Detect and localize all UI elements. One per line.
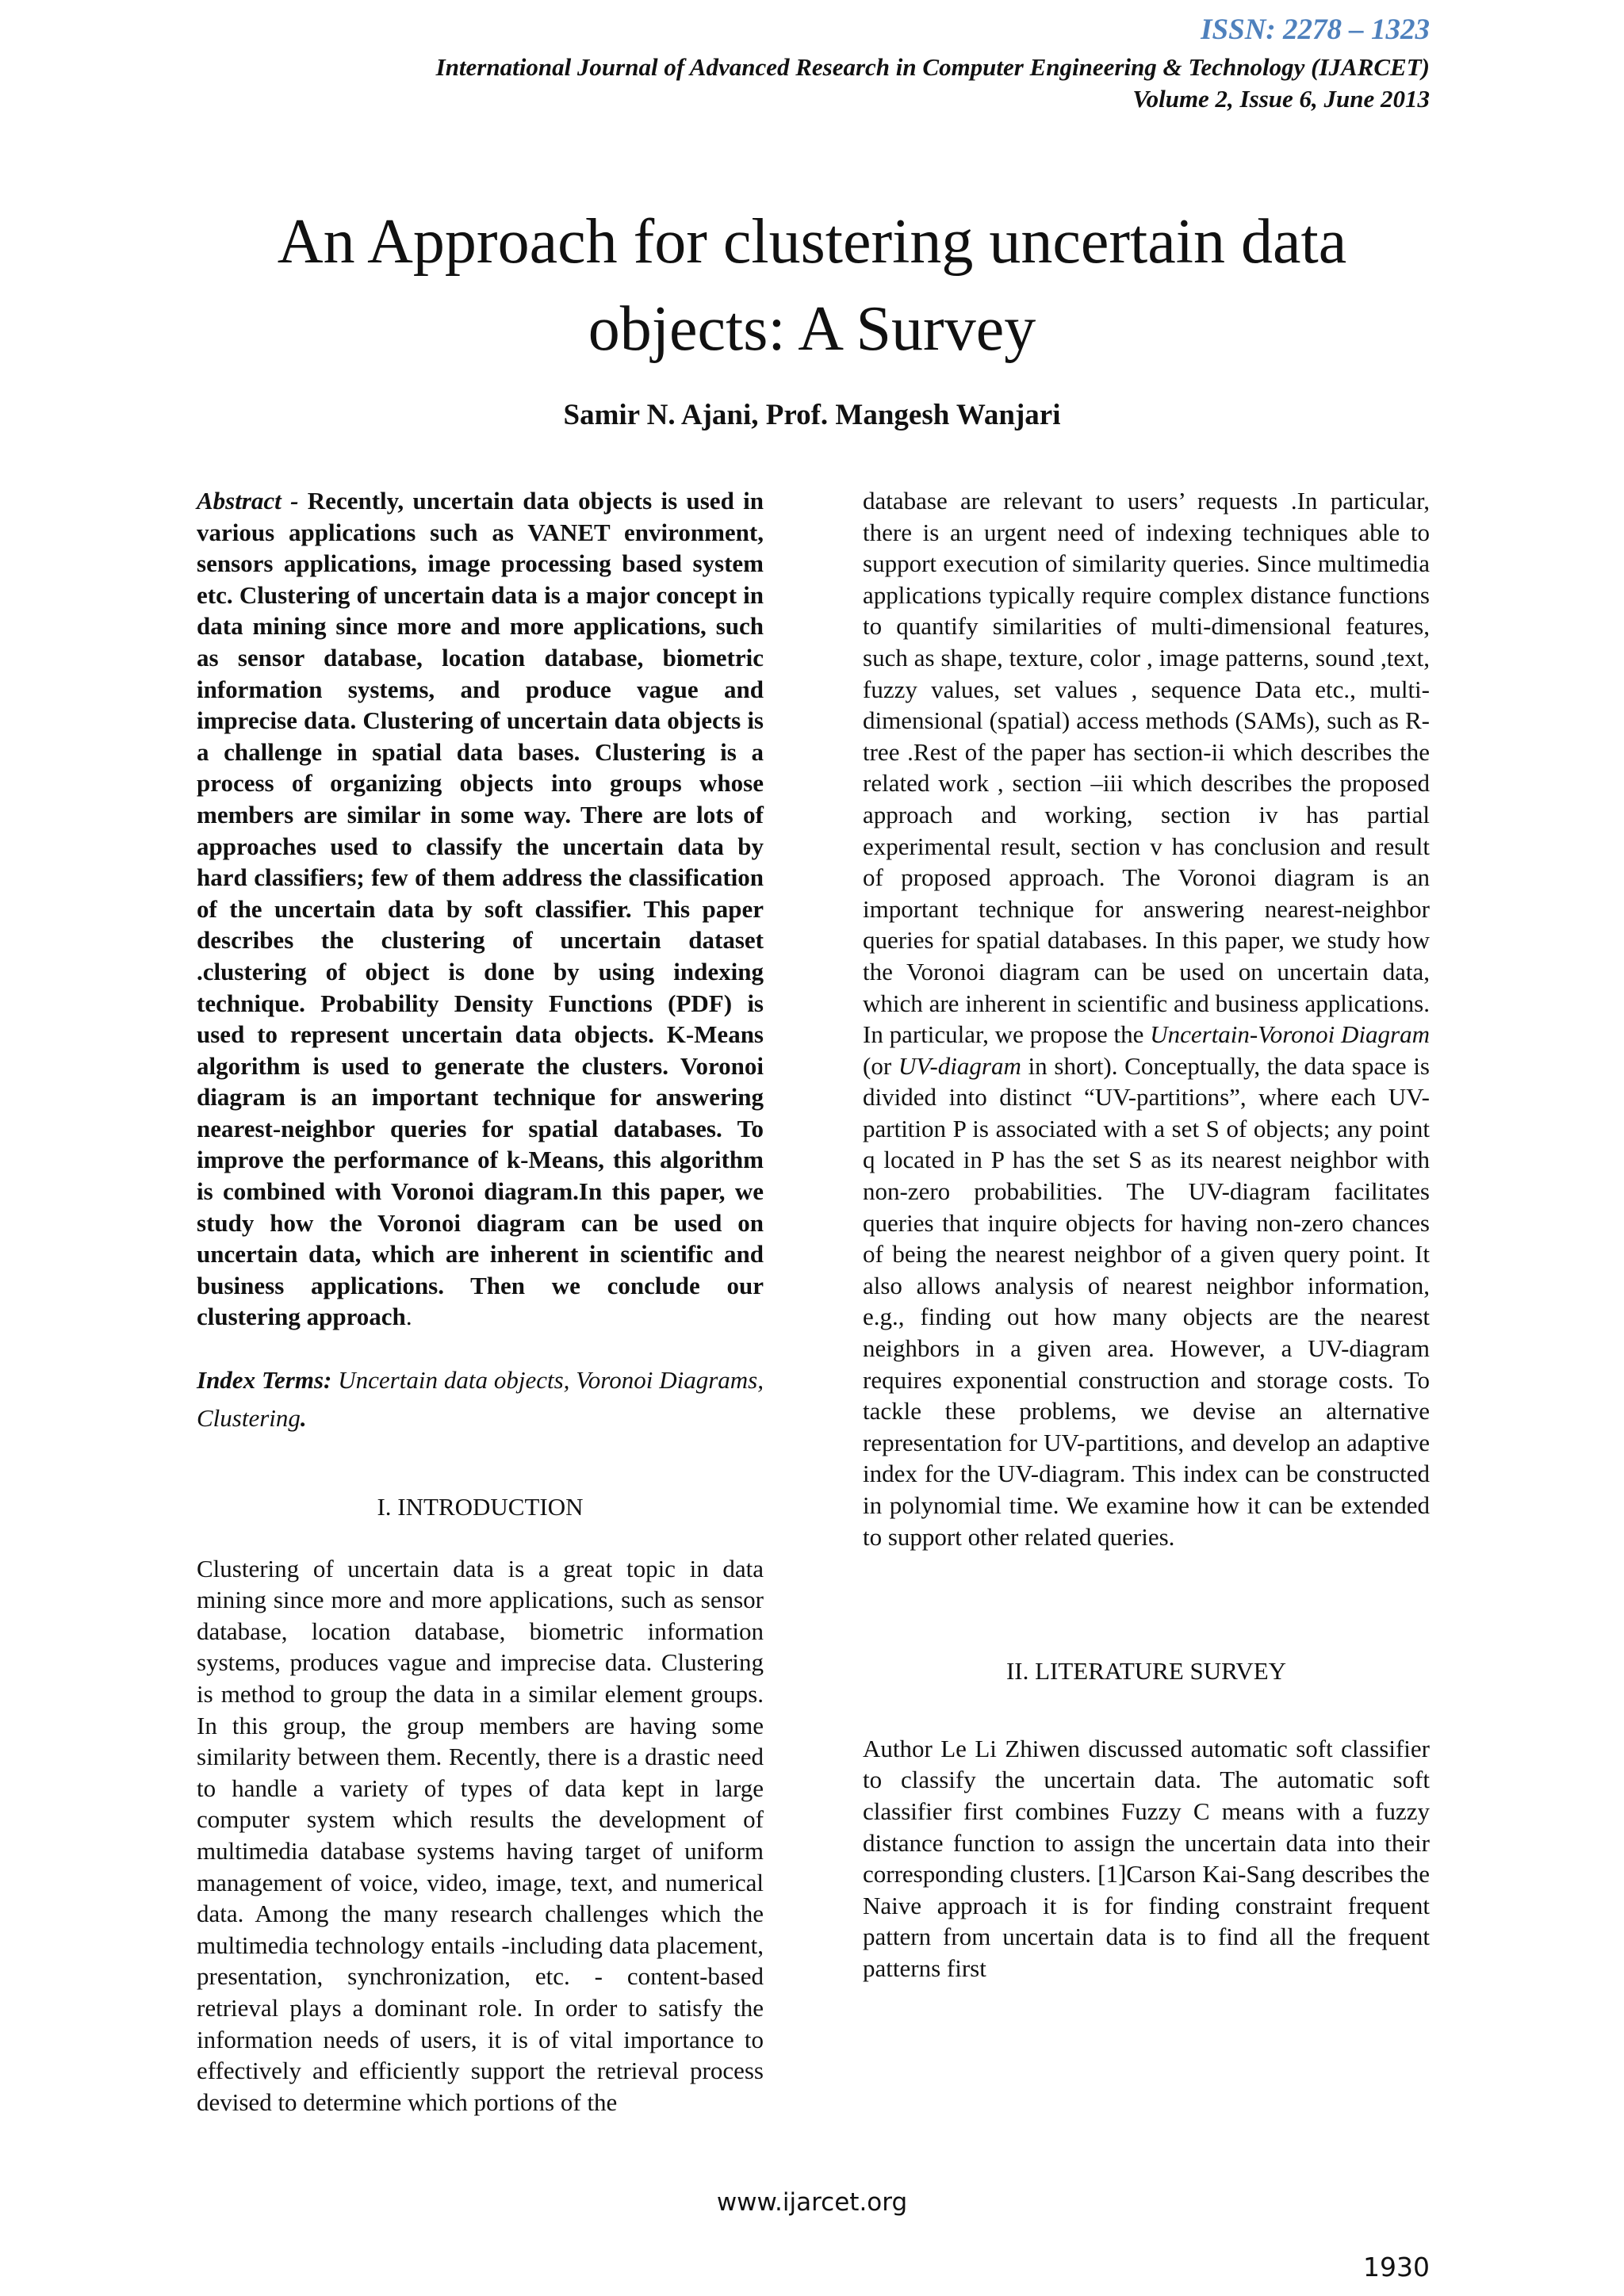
- intro-p2-part-c: in short). Conceptually, the data space is divided into distinct “UV-partitions”, where each UV-partition P is associated with a set S of objects; any point q located in P has the set S as its nearest neighbor with non-zero probabilities. The UV-diagram facilitates queries that inquire objects for having non-zero chances of being the nearest neighbor of a given query point. It also allows analysis of nearest neighbor information, e.g., finding out how many objects are the nearest neighbors in a given area. However, a UV-diagram requires exponential construction and storage costs. To tackle these problems, we devise an alternative representation for UV-partitions, and develop an adaptive index for the UV-diagram. This index can be constructed in polynomial time. We examine how it can be extended to support other related queries.: [863, 1051, 1430, 1551]
- page-number: 1930: [1363, 2252, 1430, 2283]
- left-column: [197, 485, 764, 2118]
- abstract: [197, 485, 764, 1333]
- journal-name: International Journal of Advanced Research in Computer Engineering & Technology (IJARCET): [435, 53, 1430, 81]
- index-terms: [197, 1361, 764, 1437]
- abstract-end: .: [405, 1303, 412, 1331]
- section-heading-introduction: I. INTRODUCTION: [377, 1493, 584, 1521]
- introduction-paragraph-2: [863, 485, 1430, 1552]
- index-terms-text: Uncertain data objects, Voronoi Diagrams, Clustering: [197, 1366, 764, 1433]
- introduction-paragraph-1: Clustering of uncertain data is a great topic in data mining since more and more applications, such as sensor database, location database, biometric information systems, produces vague and imprecise data. Clustering is method to group the data in a similar element groups. In this group, the group members are having some similarity between them. Recently, there is a drastic need to handle a variety of types of data kept in large computer system which results the development of multimedia database systems having target of uniform management of voice, video, image, text, and numerical data. Among the many research challenges which the multimedia technology entails -including data placement, presentation, synchronization, etc. - content-based retrieval plays a dominant role. In order to satisfy the information needs of users, it is of vital importance to effectively and efficiently support the retrieval process devised to determine which portions of the: [197, 1554, 764, 2116]
- literature-paragraph-1: Author Le Li Zhiwen discussed automatic soft classifier to classify the uncertain data. The automatic soft classifier first combines Fuzzy C means with a fuzzy distance function to assign the uncertain data into their corresponding clusters. [1]Carson Kai-Sang describes the Naive approach it is for finding constraint frequent pattern from uncertain data is to find all the frequent patterns first: [863, 1734, 1430, 1982]
- intro-p2-emphasis-2: UV-diagram: [898, 1051, 1021, 1080]
- intro-p2-emphasis-1: Uncertain-Voronoi Diagram: [1150, 1020, 1431, 1049]
- index-terms-label: Index Terms:: [197, 1366, 332, 1395]
- right-column: [863, 485, 1430, 1984]
- issn-label: ISSN: 2278 – 1323: [1201, 13, 1430, 46]
- intro-p2-part-b: (or: [863, 1051, 892, 1080]
- abstract-label: Abstract -: [197, 487, 299, 515]
- abstract-text: Recently, uncertain data objects is used in various applications such as VANET environment, sensors applications, image processing based system etc. Clustering of uncertain data is a major concept in data mining since more and more applications, such as sensor database, location database, biometric information systems, and produce vague and imprecise data. Clustering of uncertain data objects is a challenge in spatial data bases. Clustering is a process of organizing objects into groups whose members are similar in some way. There are lots of approaches used to classify the uncertain data by hard classifiers; few of them address the classification of the uncertain data by soft classifier. This paper describes the clustering of uncertain dataset .clustering of object is done by using indexing technique. Probability Density Functions (PDF) is used to represent uncertain data objects. K-Means algorithm is used to generate the clusters. Voronoi diagram is an important technique for answering nearest-neighbor queries for spatial databases. To improve the performance of k-Means, this algorithm is combined with Voronoi diagram.In this paper, we study how the Voronoi diagram can be used on uncertain data, which are inherent in scientific and business applications. Then we conclude our clustering approach: [197, 487, 764, 1331]
- paper-title-line-1: An Approach for clustering uncertain data: [277, 207, 1347, 277]
- paper-title-line-2: objects: A Survey: [588, 294, 1036, 364]
- footer-url: www.ijarcet.org: [716, 2188, 908, 2217]
- index-terms-end: .: [300, 1404, 307, 1433]
- paper-authors: Samir N. Ajani, Prof. Mangesh Wanjari: [563, 399, 1061, 431]
- paper-title: [159, 198, 1465, 373]
- intro-p2-part-a: database are relevant to users’ requests .In particular, there is an urgent need of indexing techniques able to support execution of similarity queries. Since multimedia applications typically require complex distance functions to quantify similarities of multi-dimensional features, such as shape, texture, color , image patterns, sound ,text, fuzzy values, set values , sequence Data etc., multi-dimensional (spatial) access methods (SAMs), such as R-tree .Rest of the paper has section-ii which describes the related work , section –iii which describes the proposed approach and working, section iv has partial experimental result, section v has conclusion and result of proposed approach. The Voronoi diagram is an important technique for answering nearest-neighbor queries for spatial databases. In this paper, we study how the Voronoi diagram can be used on uncertain data, which are inherent in scientific and business applications. In particular, we propose the: [863, 487, 1430, 1049]
- section-heading-literature-survey: II. LITERATURE SURVEY: [1005, 1657, 1287, 1686]
- volume-issue: Volume 2, Issue 6, June 2013: [1132, 85, 1430, 113]
